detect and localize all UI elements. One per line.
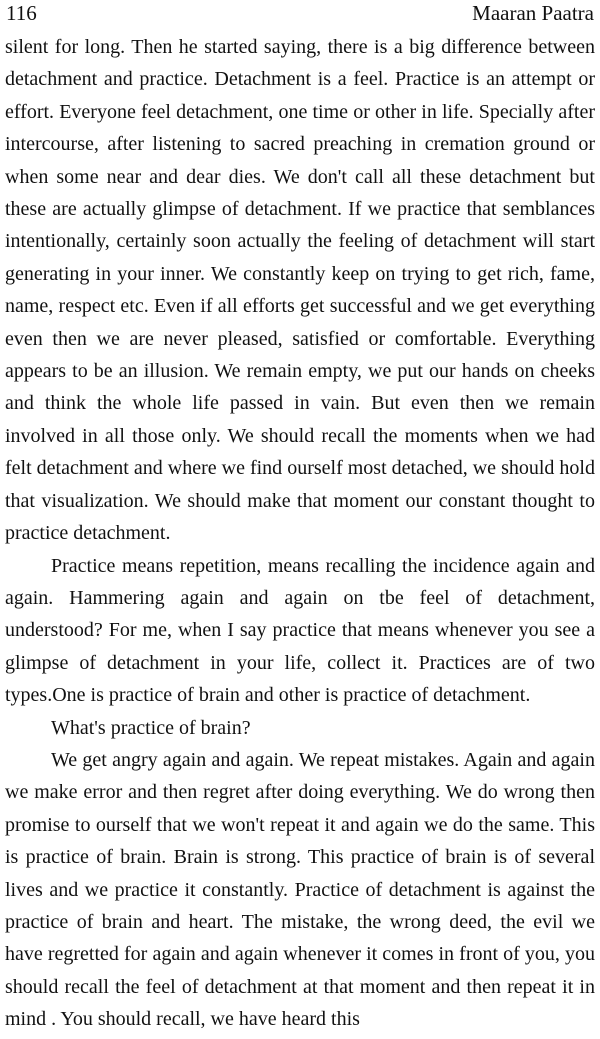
paragraph-3: What's practice of brain? [51, 716, 251, 739]
paragraph-4: We get angry again and again. We repeat mistakes. Again and again we make error and then regret after doing everything. We do wrong then promise to ourself that we won't repeat it and again we do the same. This is practice of brain. Brain is strong. This practice of brain is of several lives and we practice it constantly. Practice of detachment is against the practice of brain and heart. The mistake, the wrong deed, the evil we have regretted for again and again whenever it comes in front of you, you should recall the feel of detachment at that moment and then repeat it in mind . You should recall, we have heard this [5, 748, 595, 1031]
running-title: Maaran Paatra [472, 1, 594, 25]
paragraph-2: Practice means repetition, means recalling the incidence again and again. Hammering again and again on tbe feel of detachment, understood? For me, when I say practice that means whenever you see a glimpse of detachment in your life, collect it. Practices are of two types.One is practice of brain and other is practice of detachment. [5, 554, 595, 707]
body-text [5, 31, 595, 1036]
page-number: 116 [6, 1, 37, 25]
paragraph-1: silent for long. Then he started saying, there is a big difference between detachment and practice. Detachment is a feel. Practice is an attempt or effort. Everyone feel detachment, one time or other in life. Specially after intercourse, after listening to sacred preaching in cremation ground or when some near and dear dies. We don't call all these detachment but these are actually glimpse of detachment. If we practice that semblances intentionally, certainly soon actually the feeling of detachment will start generating in your inner. We constantly keep on trying to get rich, fame, name, respect etc. Even if all efforts get successful and we get everything even then we are never pleased, satisfied or comfortable. Everything appears to be an illusion. We remain empty, we put our hands on cheeks and think the whole life passed in vain. But even then we remain involved in all those only. We should recall the moments when we had felt detachment and where we find ourself most detached, we should hold that visualization. We should make that moment our constant thought to practice detachment. [5, 36, 595, 545]
page-header [6, 0, 594, 30]
